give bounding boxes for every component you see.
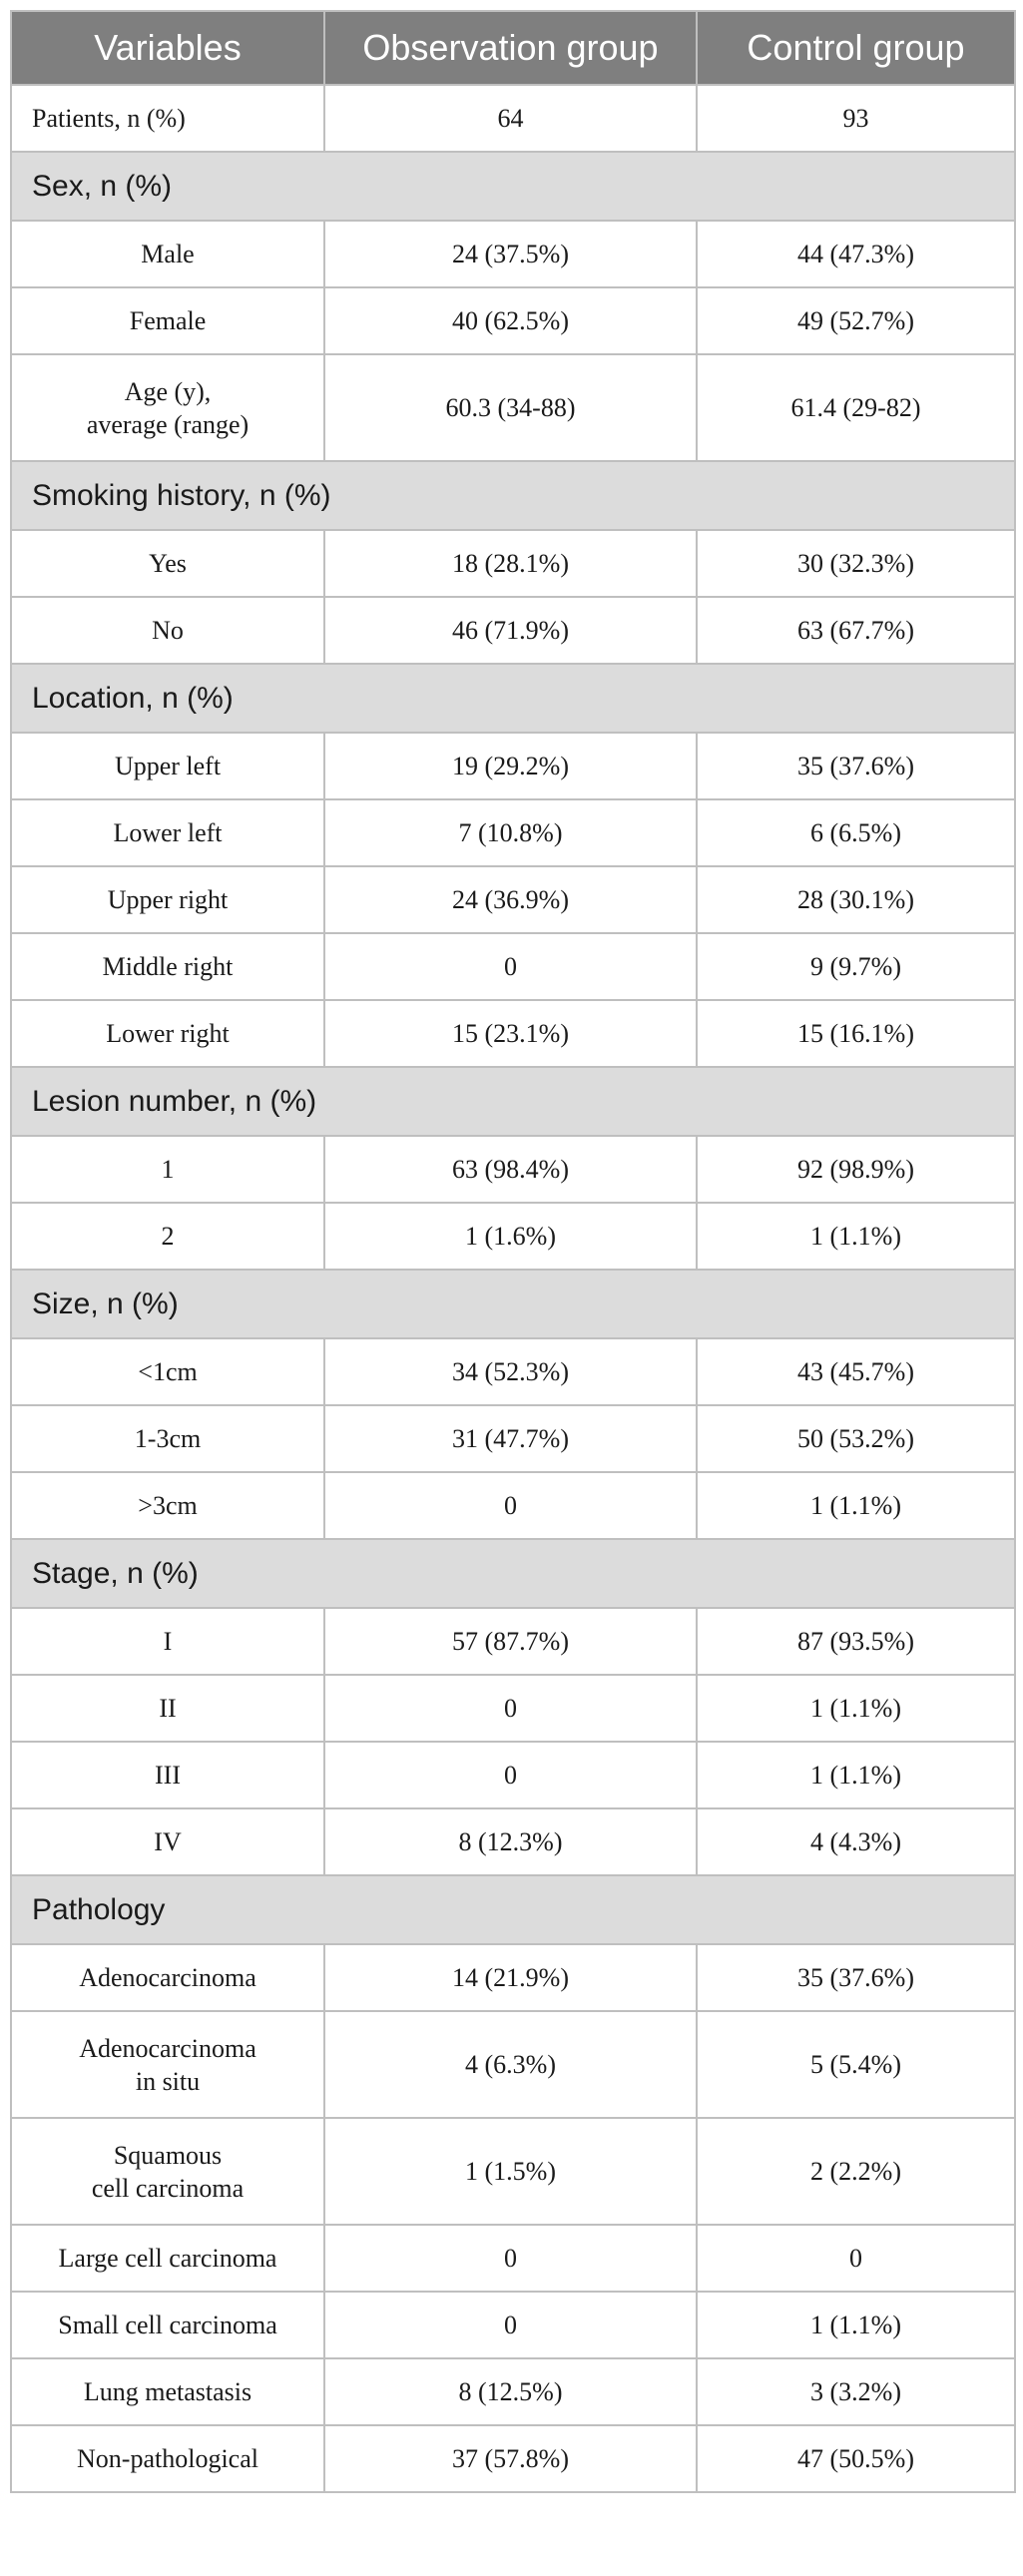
observation-cell: 1 (1.6%) xyxy=(324,1203,697,1270)
control-cell: 1 (1.1%) xyxy=(697,2292,1015,2358)
table-row xyxy=(11,2292,1015,2358)
table-row xyxy=(11,1203,1015,1270)
control-cell: 4 (4.3%) xyxy=(697,1808,1015,1875)
variable-cell: Patients, n (%) xyxy=(11,85,324,152)
variable-cell: II xyxy=(11,1675,324,1742)
control-cell: 5 (5.4%) xyxy=(697,2011,1015,2118)
control-cell: 44 (47.3%) xyxy=(697,221,1015,287)
section-header-row xyxy=(11,461,1015,530)
variable-cell xyxy=(11,2118,324,2225)
variable-cell: Lung metastasis xyxy=(11,2358,324,2425)
observation-cell: 0 xyxy=(324,1742,697,1808)
observation-cell: 7 (10.8%) xyxy=(324,799,697,866)
control-cell: 35 (37.6%) xyxy=(697,1944,1015,2011)
observation-cell: 0 xyxy=(324,2292,697,2358)
variable-cell: Non-pathological xyxy=(11,2425,324,2492)
table-row xyxy=(11,1808,1015,1875)
control-cell: 15 (16.1%) xyxy=(697,1000,1015,1067)
observation-cell: 46 (71.9%) xyxy=(324,597,697,664)
variable-cell: >3cm xyxy=(11,1472,324,1539)
section-label: Pathology xyxy=(11,1875,1015,1944)
observation-cell: 0 xyxy=(324,933,697,1000)
observation-cell: 0 xyxy=(324,1472,697,1539)
table-row xyxy=(11,1675,1015,1742)
variable-label-line: cell carcinoma xyxy=(91,2173,245,2203)
table-row xyxy=(11,2011,1015,2118)
observation-cell: 24 (37.5%) xyxy=(324,221,697,287)
observation-cell: 60.3 (34-88) xyxy=(324,354,697,461)
observation-cell: 19 (29.2%) xyxy=(324,733,697,799)
patient-characteristics-table xyxy=(10,10,1016,2493)
control-cell: 61.4 (29-82) xyxy=(697,354,1015,461)
table-row xyxy=(11,866,1015,933)
table-row xyxy=(11,1944,1015,2011)
header-observation-group: Observation group xyxy=(324,11,697,85)
variable-label-line: average (range) xyxy=(86,409,250,439)
section-label: Lesion number, n (%) xyxy=(11,1067,1015,1136)
variable-cell xyxy=(11,2011,324,2118)
observation-cell: 4 (6.3%) xyxy=(324,2011,697,2118)
variable-cell: Middle right xyxy=(11,933,324,1000)
observation-cell: 63 (98.4%) xyxy=(324,1136,697,1203)
variable-cell: Upper left xyxy=(11,733,324,799)
table-row xyxy=(11,2118,1015,2225)
variable-cell: Yes xyxy=(11,530,324,597)
observation-cell: 8 (12.3%) xyxy=(324,1808,697,1875)
header-variables: Variables xyxy=(11,11,324,85)
section-label: Location, n (%) xyxy=(11,664,1015,733)
table-row xyxy=(11,354,1015,461)
variable-cell: Lower left xyxy=(11,799,324,866)
section-header-row xyxy=(11,1067,1015,1136)
table-row xyxy=(11,287,1015,354)
variable-cell: <1cm xyxy=(11,1338,324,1405)
section-label: Stage, n (%) xyxy=(11,1539,1015,1608)
section-header-row xyxy=(11,152,1015,221)
control-cell: 43 (45.7%) xyxy=(697,1338,1015,1405)
table-row xyxy=(11,2225,1015,2292)
variable-label-line: in situ xyxy=(135,2066,201,2096)
table-row xyxy=(11,1472,1015,1539)
table-row xyxy=(11,1608,1015,1675)
control-cell: 50 (53.2%) xyxy=(697,1405,1015,1472)
observation-cell: 15 (23.1%) xyxy=(324,1000,697,1067)
control-cell: 92 (98.9%) xyxy=(697,1136,1015,1203)
control-cell: 1 (1.1%) xyxy=(697,1742,1015,1808)
variable-label-line: Squamous xyxy=(113,2140,223,2170)
observation-cell: 14 (21.9%) xyxy=(324,1944,697,2011)
table-row xyxy=(11,221,1015,287)
section-label: Smoking history, n (%) xyxy=(11,461,1015,530)
table-row xyxy=(11,2358,1015,2425)
control-cell: 30 (32.3%) xyxy=(697,530,1015,597)
variable-cell: Adenocarcinoma xyxy=(11,1944,324,2011)
section-label: Sex, n (%) xyxy=(11,152,1015,221)
variable-cell: III xyxy=(11,1742,324,1808)
observation-cell: 40 (62.5%) xyxy=(324,287,697,354)
variable-cell: Large cell carcinoma xyxy=(11,2225,324,2292)
table-row xyxy=(11,933,1015,1000)
variable-cell: Lower right xyxy=(11,1000,324,1067)
observation-cell: 64 xyxy=(324,85,697,152)
section-header-row xyxy=(11,1270,1015,1338)
variable-cell: Male xyxy=(11,221,324,287)
control-cell: 9 (9.7%) xyxy=(697,933,1015,1000)
table-row xyxy=(11,1000,1015,1067)
table-row xyxy=(11,85,1015,152)
variable-label-line: Adenocarcinoma xyxy=(79,2033,256,2063)
observation-cell: 18 (28.1%) xyxy=(324,530,697,597)
section-header-row xyxy=(11,664,1015,733)
observation-cell: 1 (1.5%) xyxy=(324,2118,697,2225)
variable-cell: Small cell carcinoma xyxy=(11,2292,324,2358)
observation-cell: 8 (12.5%) xyxy=(324,2358,697,2425)
variable-cell: 1-3cm xyxy=(11,1405,324,1472)
variable-cell: I xyxy=(11,1608,324,1675)
variable-cell: 2 xyxy=(11,1203,324,1270)
control-cell: 3 (3.2%) xyxy=(697,2358,1015,2425)
section-header-row xyxy=(11,1875,1015,1944)
table-row xyxy=(11,1338,1015,1405)
control-cell: 6 (6.5%) xyxy=(697,799,1015,866)
variable-cell: Female xyxy=(11,287,324,354)
observation-cell: 31 (47.7%) xyxy=(324,1405,697,1472)
table-row xyxy=(11,2425,1015,2492)
table-row xyxy=(11,597,1015,664)
control-cell: 49 (52.7%) xyxy=(697,287,1015,354)
observation-cell: 34 (52.3%) xyxy=(324,1338,697,1405)
table-body xyxy=(11,85,1015,2492)
observation-cell: 0 xyxy=(324,1675,697,1742)
control-cell: 28 (30.1%) xyxy=(697,866,1015,933)
table-container xyxy=(10,10,1014,2493)
control-cell: 1 (1.1%) xyxy=(697,1203,1015,1270)
control-cell: 63 (67.7%) xyxy=(697,597,1015,664)
table-row xyxy=(11,530,1015,597)
variable-cell: Upper right xyxy=(11,866,324,933)
observation-cell: 0 xyxy=(324,2225,697,2292)
control-cell: 1 (1.1%) xyxy=(697,1675,1015,1742)
variable-cell: No xyxy=(11,597,324,664)
table-row xyxy=(11,733,1015,799)
control-cell: 1 (1.1%) xyxy=(697,1472,1015,1539)
table-row xyxy=(11,1405,1015,1472)
variable-cell: 1 xyxy=(11,1136,324,1203)
control-cell: 47 (50.5%) xyxy=(697,2425,1015,2492)
control-cell: 2 (2.2%) xyxy=(697,2118,1015,2225)
control-cell: 87 (93.5%) xyxy=(697,1608,1015,1675)
observation-cell: 37 (57.8%) xyxy=(324,2425,697,2492)
observation-cell: 57 (87.7%) xyxy=(324,1608,697,1675)
section-label: Size, n (%) xyxy=(11,1270,1015,1338)
control-cell: 35 (37.6%) xyxy=(697,733,1015,799)
variable-cell: IV xyxy=(11,1808,324,1875)
variable-label-line: Age (y), xyxy=(124,376,212,406)
table-row xyxy=(11,1136,1015,1203)
observation-cell: 24 (36.9%) xyxy=(324,866,697,933)
header-row xyxy=(11,11,1015,85)
control-cell: 93 xyxy=(697,85,1015,152)
table-row xyxy=(11,1742,1015,1808)
variable-cell xyxy=(11,354,324,461)
section-header-row xyxy=(11,1539,1015,1608)
table-row xyxy=(11,799,1015,866)
header-control-group: Control group xyxy=(697,11,1015,85)
control-cell: 0 xyxy=(697,2225,1015,2292)
